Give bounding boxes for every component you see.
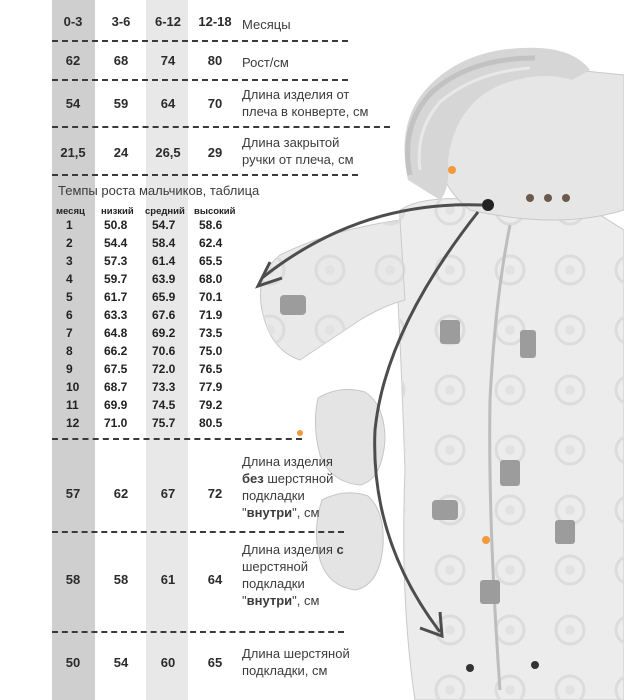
growth-high: 71.9 (199, 308, 223, 322)
growth-medium: 69.2 (152, 326, 176, 340)
row-divider (52, 79, 348, 81)
label-line: шерстяной (242, 559, 309, 574)
growth-low: 67.5 (104, 362, 128, 376)
label-bold: с (336, 542, 344, 557)
growth-high: 75.0 (199, 344, 223, 358)
growth-low: 64.8 (104, 326, 128, 340)
growth-low: 66.2 (104, 344, 128, 358)
row-divider (52, 631, 344, 633)
height-label: Рост/см (242, 55, 289, 70)
growth-low: 50.8 (104, 218, 128, 232)
growth-header-month: месяц (56, 206, 85, 217)
length-with-lining-cell: 64 (207, 572, 223, 587)
label-line (242, 470, 333, 487)
growth-low: 54.4 (104, 236, 128, 250)
growth-month: 3 (66, 254, 73, 268)
growth-medium: 67.6 (152, 308, 176, 322)
sleeve-length-cell: 21,5 (60, 145, 86, 160)
length-without-lining-cell: 72 (207, 486, 223, 501)
envelope-length-cell: 59 (113, 96, 129, 111)
growth-medium: 65.9 (152, 290, 176, 304)
growth-high: 76.5 (199, 362, 223, 376)
label-line: Длина закрытой (242, 135, 340, 150)
growth-row (66, 308, 236, 326)
height-cell: 80 (207, 53, 223, 68)
label-line: Длина изделия (242, 454, 333, 469)
label-line (242, 504, 333, 521)
row-divider (52, 126, 390, 128)
length-with-lining-cell: 61 (160, 572, 176, 587)
growth-row (66, 254, 236, 272)
growth-low: 68.7 (104, 380, 128, 394)
label-bold: внутри (246, 593, 293, 608)
growth-high: 70.1 (199, 290, 223, 304)
months-label: Месяцы (242, 17, 291, 32)
growth-row (66, 236, 236, 254)
growth-month: 11 (66, 398, 79, 412)
growth-month: 6 (66, 308, 73, 322)
label-line (242, 541, 344, 558)
growth-high: 68.0 (199, 272, 223, 286)
growth-low: 61.7 (104, 290, 128, 304)
size-3-6-header: 3-6 (111, 14, 131, 29)
label-line: подкладки, см (242, 663, 328, 678)
growth-month: 5 (66, 290, 73, 304)
growth-row (66, 218, 236, 236)
envelope-length-label (242, 86, 368, 120)
label-line: Длина шерстяной (242, 646, 350, 661)
growth-low: 59.7 (104, 272, 128, 286)
growth-low: 69.9 (104, 398, 128, 412)
growth-row (66, 344, 236, 362)
lining-length-cell: 50 (65, 655, 81, 670)
growth-low: 63.3 (104, 308, 128, 322)
growth-row (66, 380, 236, 398)
growth-high: 80.5 (199, 416, 223, 430)
envelope-length-cell: 54 (65, 96, 81, 111)
length-without-lining-cell: 62 (113, 486, 129, 501)
label-line: Длина изделия от (242, 87, 350, 102)
sleeve-length-cell: 26,5 (155, 145, 181, 160)
growth-medium: 75.7 (152, 416, 176, 430)
growth-header-medium: средний (145, 206, 185, 217)
sleeve-length-cell: 24 (113, 145, 129, 160)
growth-row (66, 326, 236, 344)
growth-month: 9 (66, 362, 73, 376)
growth-row (66, 362, 236, 380)
row-divider (52, 531, 344, 533)
label-bold: без (242, 471, 264, 486)
growth-medium: 63.9 (152, 272, 176, 286)
size-6-12-header: 6-12 (154, 14, 182, 29)
growth-row (66, 398, 236, 416)
growth-month: 10 (66, 380, 80, 394)
growth-medium: 74.5 (152, 398, 176, 412)
growth-medium: 73.3 (152, 380, 176, 394)
label-text: " (242, 505, 247, 520)
label-text: ", см (292, 593, 320, 608)
growth-high: 73.5 (199, 326, 223, 340)
lining-length-label (242, 645, 350, 679)
height-cell: 62 (65, 53, 81, 68)
growth-month: 8 (66, 344, 73, 358)
growth-month: 4 (66, 272, 73, 286)
height-cell: 68 (113, 53, 129, 68)
growth-medium: 54.7 (152, 218, 176, 232)
row-divider (52, 40, 348, 42)
growth-table-title: Темпы роста мальчиков, таблица (58, 183, 260, 198)
label-line: ручки от плеча, см (242, 152, 354, 167)
growth-month: 2 (66, 236, 73, 250)
growth-header-high: высокий (194, 206, 236, 217)
length-with-lining-label (242, 541, 344, 609)
row-divider (52, 438, 302, 440)
size-12-18-header: 12-18 (198, 14, 232, 29)
growth-high: 65.5 (199, 254, 223, 268)
growth-row (66, 290, 236, 308)
row-divider (52, 174, 358, 176)
label-line (242, 592, 344, 609)
length-with-lining-cell: 58 (65, 572, 81, 587)
growth-row (66, 416, 236, 434)
growth-medium: 58.4 (152, 236, 176, 250)
height-cell: 74 (160, 53, 176, 68)
length-without-lining-cell: 67 (160, 486, 176, 501)
label-text: ", см (292, 505, 320, 520)
growth-row (66, 272, 236, 290)
growth-high: 79.2 (199, 398, 223, 412)
label-line: подкладки (242, 488, 305, 503)
lining-length-cell: 60 (160, 655, 176, 670)
sleeve-length-cell: 29 (207, 145, 223, 160)
envelope-length-cell: 70 (207, 96, 223, 111)
growth-high: 62.4 (199, 236, 223, 250)
lining-length-cell: 54 (113, 655, 129, 670)
label-text: шерстяной (263, 471, 334, 486)
length-without-lining-cell: 57 (65, 486, 81, 501)
growth-header-low: низкий (101, 206, 134, 217)
growth-high: 58.6 (199, 218, 223, 232)
growth-medium: 70.6 (152, 344, 176, 358)
growth-month: 1 (66, 218, 73, 232)
lining-length-cell: 65 (207, 655, 223, 670)
label-line: подкладки (242, 576, 305, 591)
growth-month: 7 (66, 326, 73, 340)
growth-medium: 61.4 (152, 254, 176, 268)
growth-high: 77.9 (199, 380, 223, 394)
label-bold: внутри (246, 505, 293, 520)
size-0-3-header: 0-3 (63, 14, 83, 29)
sleeve-length-label (242, 134, 354, 168)
length-with-lining-cell: 58 (113, 572, 129, 587)
label-text: " (242, 593, 247, 608)
envelope-length-cell: 64 (160, 96, 176, 111)
growth-low: 71.0 (104, 416, 128, 430)
growth-month: 12 (66, 416, 80, 430)
label-text: Длина изделия (242, 542, 337, 557)
growth-low: 57.3 (104, 254, 128, 268)
label-line: плеча в конверте, см (242, 104, 369, 119)
length-without-lining-label (242, 453, 333, 521)
growth-medium: 72.0 (152, 362, 176, 376)
